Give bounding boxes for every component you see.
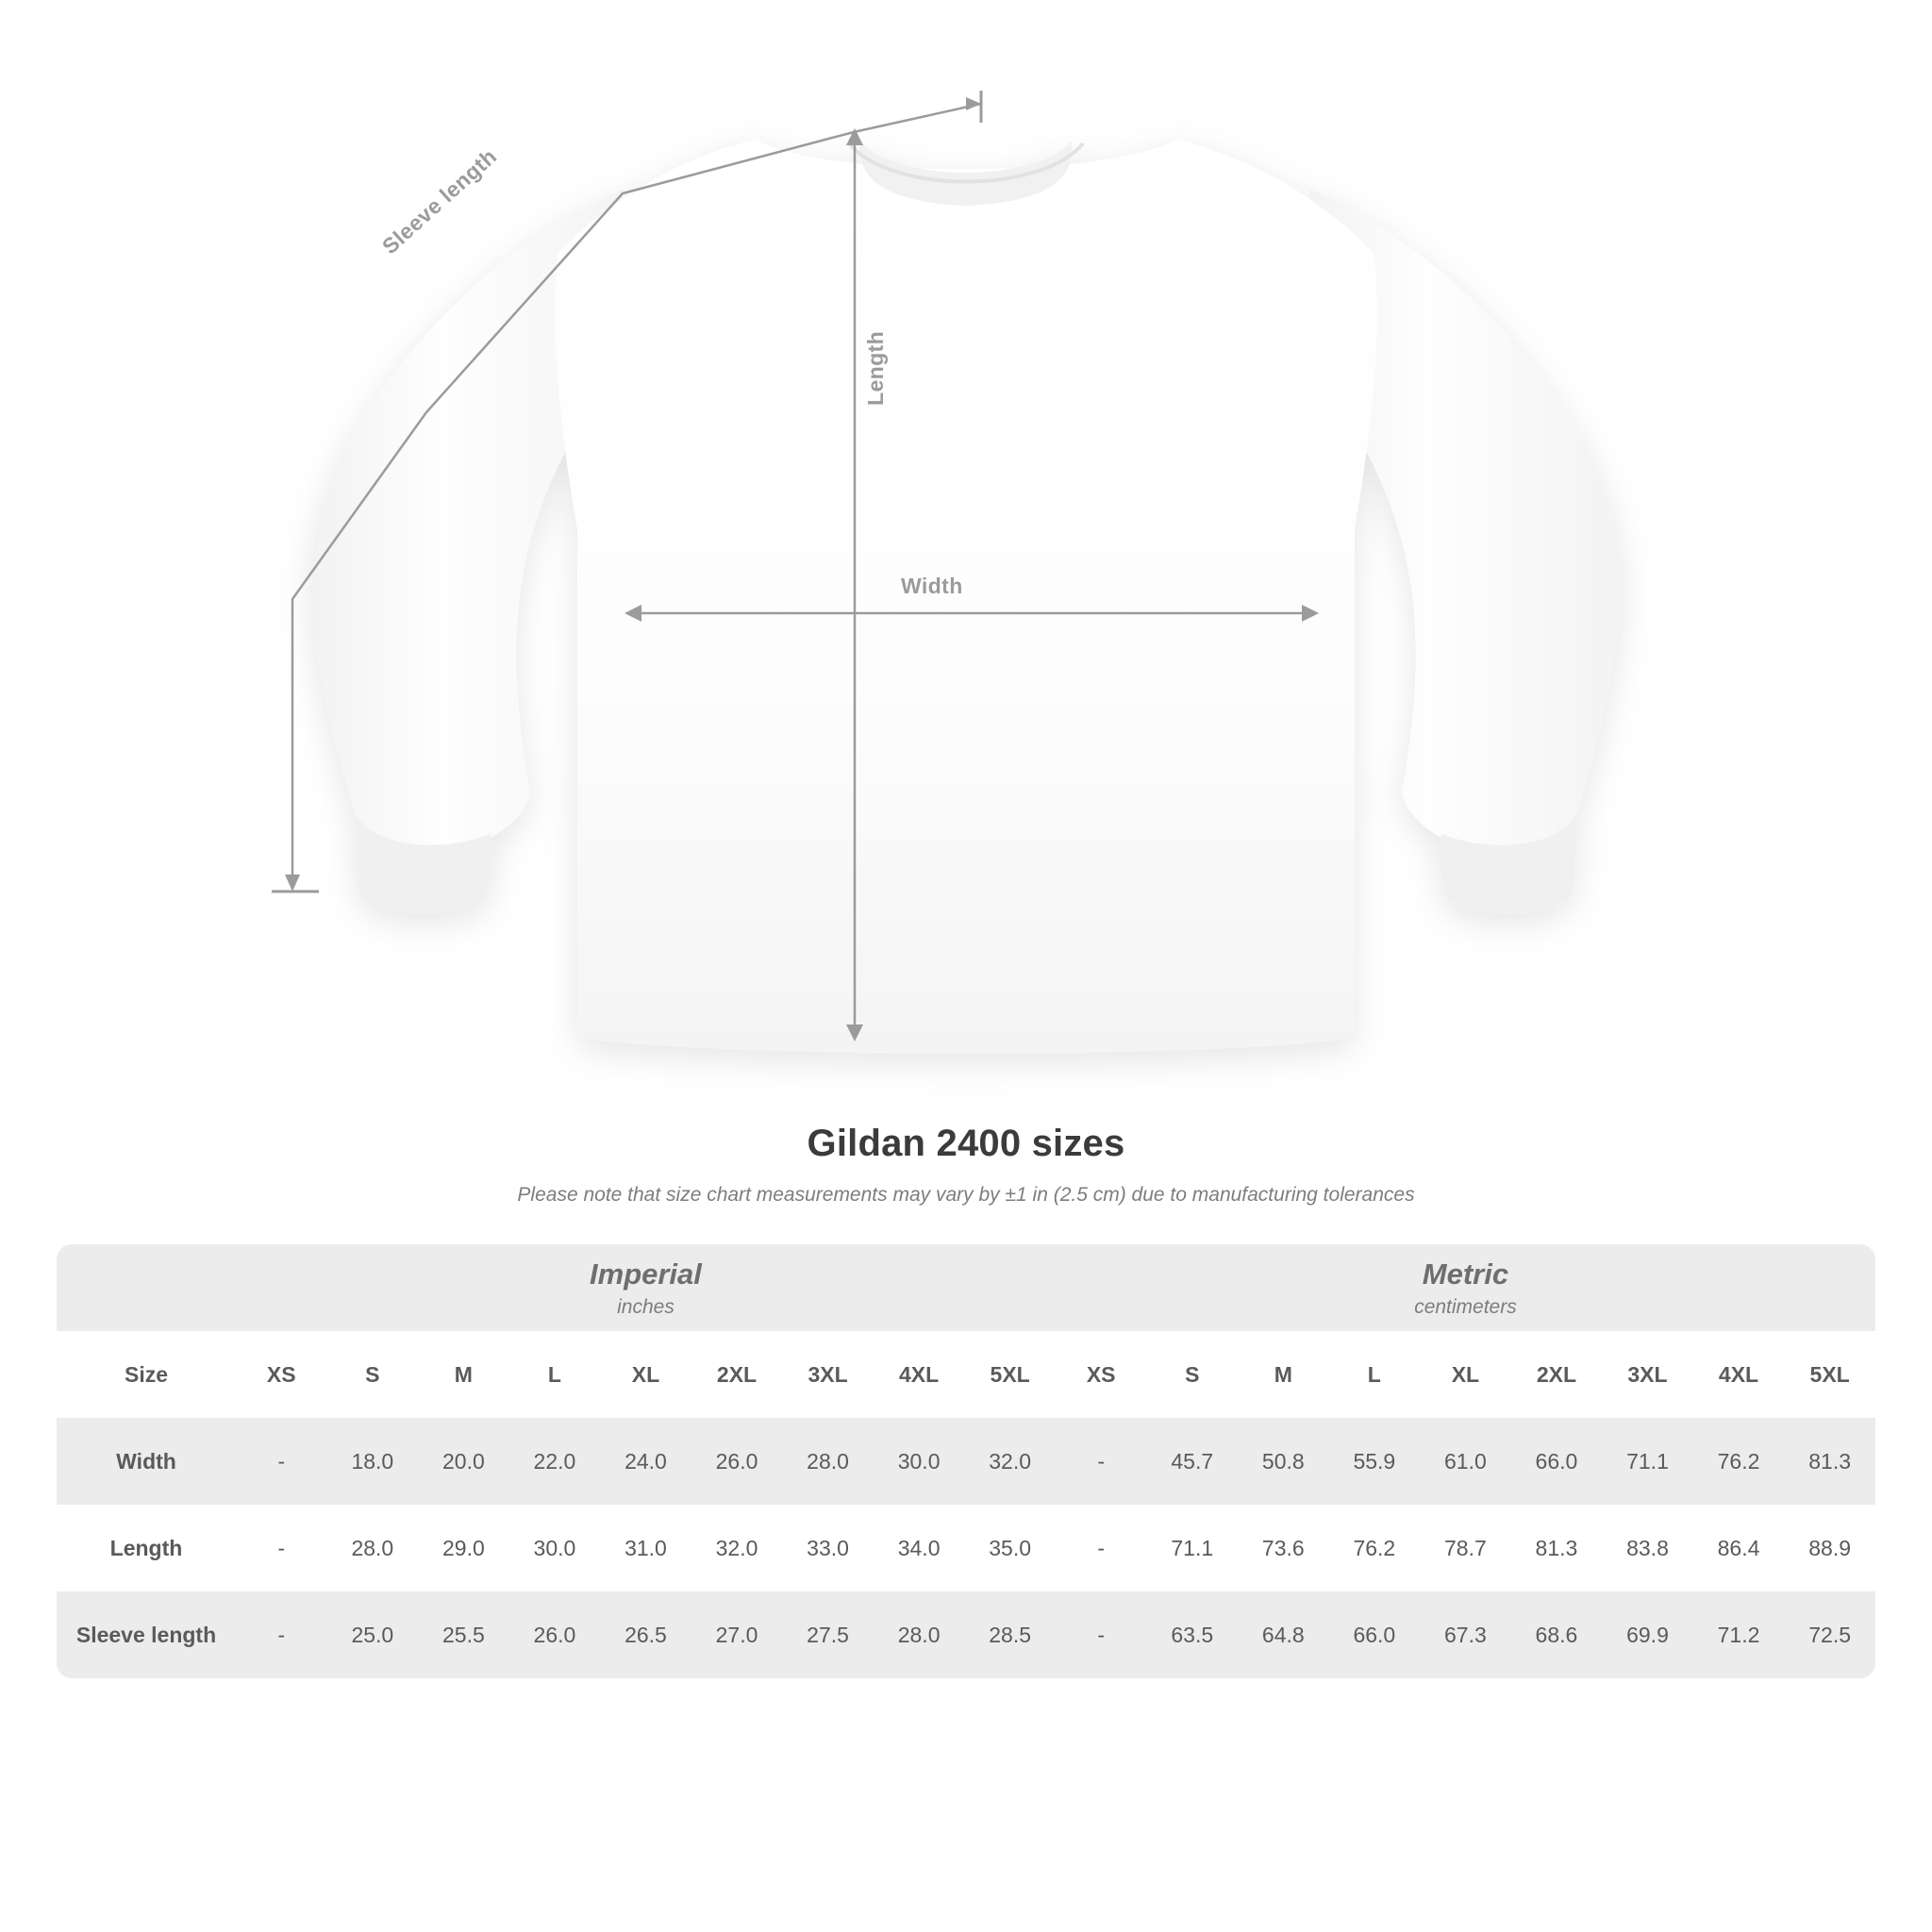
- cell-length-metric-8: 88.9: [1784, 1505, 1875, 1591]
- unit-header-row: [57, 1244, 1875, 1331]
- size-header-row: [57, 1331, 1875, 1418]
- row-label-width: Width: [57, 1418, 236, 1505]
- cell-sleeve-imperial-8: 28.5: [964, 1591, 1056, 1678]
- cell-width-imperial-7: 30.0: [874, 1418, 965, 1505]
- size-header-metric-5: 2XL: [1511, 1331, 1603, 1418]
- size-header-imperial-0: XS: [236, 1331, 327, 1418]
- cell-length-metric-0: -: [1056, 1505, 1147, 1591]
- cell-sleeve-imperial-2: 25.5: [418, 1591, 509, 1678]
- cell-length-metric-1: 71.1: [1146, 1505, 1238, 1591]
- length-label: Length: [863, 330, 888, 406]
- size-header-imperial-5: 2XL: [691, 1331, 783, 1418]
- size-header-metric-0: XS: [1056, 1331, 1147, 1418]
- cell-width-metric-3: 55.9: [1329, 1418, 1421, 1505]
- cell-sleeve-imperial-3: 26.0: [509, 1591, 601, 1678]
- size-header-imperial-1: S: [327, 1331, 419, 1418]
- sleeve-arrow-bottom: [285, 874, 300, 891]
- cell-length-imperial-8: 35.0: [964, 1505, 1056, 1591]
- size-table-wrapper: [57, 1244, 1875, 1678]
- table-row: [57, 1591, 1875, 1678]
- cell-length-imperial-0: -: [236, 1505, 327, 1591]
- unit-row-spacer: [57, 1244, 236, 1331]
- unit-imperial-sub: inches: [617, 1296, 675, 1319]
- cell-width-metric-8: 81.3: [1784, 1418, 1875, 1505]
- unit-imperial-title: Imperial: [590, 1257, 702, 1291]
- page-title: Gildan 2400 sizes: [807, 1123, 1125, 1164]
- cell-width-imperial-3: 22.0: [509, 1418, 601, 1505]
- cell-width-metric-1: 45.7: [1146, 1418, 1238, 1505]
- size-header-metric-8: 5XL: [1784, 1331, 1875, 1418]
- cell-length-metric-5: 81.3: [1511, 1505, 1603, 1591]
- table-row: [57, 1505, 1875, 1591]
- cell-width-imperial-6: 28.0: [782, 1418, 874, 1505]
- cell-length-imperial-7: 34.0: [874, 1505, 965, 1591]
- cell-width-imperial-8: 32.0: [964, 1418, 1056, 1505]
- cell-length-metric-7: 86.4: [1693, 1505, 1785, 1591]
- cell-width-imperial-4: 24.0: [600, 1418, 691, 1505]
- size-header-metric-3: L: [1329, 1331, 1421, 1418]
- shirt-shape: [311, 140, 1622, 1054]
- cell-length-metric-3: 76.2: [1329, 1505, 1421, 1591]
- cell-sleeve-metric-8: 72.5: [1784, 1591, 1875, 1678]
- cell-length-imperial-4: 31.0: [600, 1505, 691, 1591]
- sleeve-arrow-head: [966, 97, 981, 110]
- cell-length-imperial-3: 30.0: [509, 1505, 601, 1591]
- cell-width-metric-0: -: [1056, 1418, 1147, 1505]
- cell-width-imperial-1: 18.0: [327, 1418, 419, 1505]
- size-header-imperial-8: 5XL: [964, 1331, 1056, 1418]
- cell-width-metric-2: 50.8: [1238, 1418, 1329, 1505]
- row-label-sleeve-length: Sleeve length: [57, 1591, 236, 1678]
- cell-sleeve-imperial-7: 28.0: [874, 1591, 965, 1678]
- cell-sleeve-metric-6: 69.9: [1602, 1591, 1693, 1678]
- row-label-length: Length: [57, 1505, 236, 1591]
- cell-sleeve-metric-7: 71.2: [1693, 1591, 1785, 1678]
- size-header-imperial-4: XL: [600, 1331, 691, 1418]
- cell-width-metric-5: 66.0: [1511, 1418, 1603, 1505]
- cell-length-metric-6: 83.8: [1602, 1505, 1693, 1591]
- cell-width-imperial-5: 26.0: [691, 1418, 783, 1505]
- size-header-metric-7: 4XL: [1693, 1331, 1785, 1418]
- cell-sleeve-metric-0: -: [1056, 1591, 1147, 1678]
- cell-width-imperial-0: -: [236, 1418, 327, 1505]
- cell-length-metric-2: 73.6: [1238, 1505, 1329, 1591]
- cell-sleeve-metric-4: 67.3: [1420, 1591, 1511, 1678]
- size-header-metric-4: XL: [1420, 1331, 1511, 1418]
- cell-width-metric-7: 76.2: [1693, 1418, 1785, 1505]
- cell-width-metric-6: 71.1: [1602, 1418, 1693, 1505]
- size-header-metric-1: S: [1146, 1331, 1238, 1418]
- width-label: Width: [901, 574, 963, 598]
- size-header-imperial-3: L: [509, 1331, 601, 1418]
- size-header-imperial-6: 3XL: [782, 1331, 874, 1418]
- table-row: [57, 1418, 1875, 1505]
- cell-sleeve-metric-5: 68.6: [1511, 1591, 1603, 1678]
- cell-length-imperial-6: 33.0: [782, 1505, 874, 1591]
- size-header-label: Size: [57, 1331, 236, 1418]
- cell-width-metric-4: 61.0: [1420, 1418, 1511, 1505]
- title-block: [0, 1123, 1932, 1207]
- unit-metric-sub: centimeters: [1414, 1296, 1517, 1319]
- cell-sleeve-imperial-6: 27.5: [782, 1591, 874, 1678]
- cell-length-imperial-5: 32.0: [691, 1505, 783, 1591]
- cell-length-metric-4: 78.7: [1420, 1505, 1511, 1591]
- cell-length-imperial-2: 29.0: [418, 1505, 509, 1591]
- cell-sleeve-metric-1: 63.5: [1146, 1591, 1238, 1678]
- cell-sleeve-imperial-1: 25.0: [327, 1591, 419, 1678]
- cell-sleeve-imperial-4: 26.5: [600, 1591, 691, 1678]
- size-header-metric-6: 3XL: [1602, 1331, 1693, 1418]
- cell-width-imperial-2: 20.0: [418, 1418, 509, 1505]
- cell-length-imperial-1: 28.0: [327, 1505, 419, 1591]
- size-header-imperial-7: 4XL: [874, 1331, 965, 1418]
- unit-metric-cell: [1056, 1244, 1875, 1331]
- cell-sleeve-imperial-0: -: [236, 1591, 327, 1678]
- unit-imperial-cell: [236, 1244, 1056, 1331]
- size-header-imperial-2: M: [418, 1331, 509, 1418]
- unit-metric-title: Metric: [1422, 1257, 1509, 1291]
- tolerance-note: Please note that size chart measurements may vary by ±1 in (2.5 cm) due to manufacturing tolerances: [517, 1184, 1415, 1206]
- cell-sleeve-metric-3: 66.0: [1329, 1591, 1421, 1678]
- cell-sleeve-metric-2: 64.8: [1238, 1591, 1329, 1678]
- cell-sleeve-imperial-5: 27.0: [691, 1591, 783, 1678]
- size-header-metric-2: M: [1238, 1331, 1329, 1418]
- size-table: [57, 1244, 1875, 1678]
- sleeve-length-label: Sleeve length: [377, 143, 502, 259]
